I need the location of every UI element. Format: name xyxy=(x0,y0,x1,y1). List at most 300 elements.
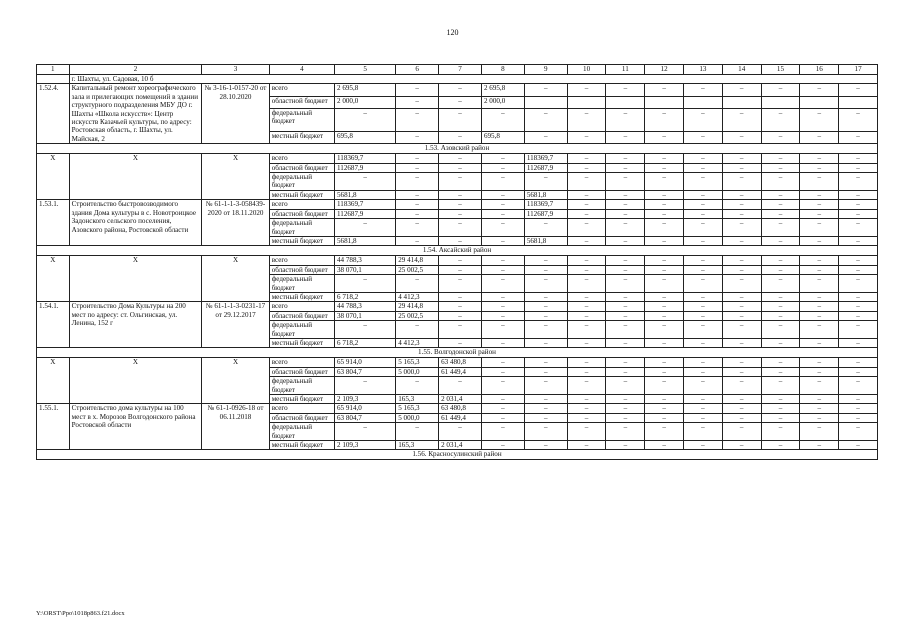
value-cell: – xyxy=(524,302,567,311)
value-cell: – xyxy=(761,256,800,265)
funding-source-label: местный бюджет xyxy=(269,441,334,450)
value-cell: – xyxy=(800,395,839,404)
funding-source-label: федеральный бюджет xyxy=(269,321,334,339)
section-row xyxy=(37,348,878,358)
value-cell: – xyxy=(567,163,606,172)
value-cell: – xyxy=(567,441,606,450)
value-cell: – xyxy=(761,108,800,131)
value-cell: – xyxy=(481,377,524,395)
value-cell: – xyxy=(645,163,684,172)
value-cell: – xyxy=(761,367,800,376)
value-cell: – xyxy=(800,321,839,339)
value-cell: – xyxy=(800,163,839,172)
funding-source-label: федеральный бюджет xyxy=(269,275,334,293)
value-cell: 63 804,7 xyxy=(335,413,396,422)
value-cell: – xyxy=(439,200,482,209)
value-cell: – xyxy=(481,321,524,339)
value-cell: – xyxy=(839,311,878,320)
value-cell: – xyxy=(645,367,684,376)
value-cell: – xyxy=(481,367,524,376)
value-cell: – xyxy=(684,302,723,311)
value-cell: – xyxy=(761,441,800,450)
value-cell: – xyxy=(606,413,645,422)
value-cell: – xyxy=(567,209,606,218)
value-cell: – xyxy=(800,404,839,413)
value-cell: – xyxy=(839,108,878,131)
value-cell: – xyxy=(800,358,839,367)
column-header-9: 9 xyxy=(524,65,567,75)
value-cell: – xyxy=(396,236,439,245)
column-header-15: 15 xyxy=(761,65,800,75)
value-cell: 63 804,7 xyxy=(335,367,396,376)
value-cell: – xyxy=(645,275,684,293)
value-cell: 44 788,3 xyxy=(335,256,396,265)
item-document: № 61-1-0926-18 от 06.11.2018 xyxy=(202,404,269,450)
value-cell: – xyxy=(524,292,567,301)
value-cell: – xyxy=(606,108,645,131)
value-cell: – xyxy=(722,154,761,163)
value-cell: – xyxy=(396,190,439,199)
value-cell: 5681,8 xyxy=(524,236,567,245)
value-cell: 65 914,0 xyxy=(335,404,396,413)
value-cell: – xyxy=(761,236,800,245)
value-cell: 4 412,3 xyxy=(396,292,439,301)
file-path-footer: Y:\ORST\Ppo\1018p863.f21.docx xyxy=(36,610,125,617)
value-cell: – xyxy=(761,302,800,311)
value-cell: – xyxy=(335,173,396,191)
value-cell: – xyxy=(645,154,684,163)
funding-source-label: всего xyxy=(269,256,334,265)
value-cell: – xyxy=(761,190,800,199)
budget-row xyxy=(37,84,878,96)
value-cell: – xyxy=(439,190,482,199)
value-cell: 6 718,2 xyxy=(335,338,396,347)
value-cell: – xyxy=(606,84,645,96)
item-number: 1.53.1. xyxy=(37,200,70,246)
value-cell: 112687,9 xyxy=(335,209,396,218)
value-cell: 112687,9 xyxy=(524,163,567,172)
value-cell: – xyxy=(335,321,396,339)
value-cell: – xyxy=(722,219,761,237)
value-cell: – xyxy=(606,163,645,172)
value-cell: – xyxy=(606,395,645,404)
value-cell: – xyxy=(481,108,524,131)
value-cell: 165,3 xyxy=(396,395,439,404)
value-cell: – xyxy=(396,96,439,108)
value-cell: – xyxy=(396,84,439,96)
value-cell: – xyxy=(524,377,567,395)
value-cell: – xyxy=(396,154,439,163)
item-name: Х xyxy=(69,154,202,200)
value-cell: – xyxy=(645,84,684,96)
value-cell: – xyxy=(800,236,839,245)
budget-row xyxy=(37,256,878,265)
funding-source-label: всего xyxy=(269,358,334,367)
value-cell: – xyxy=(396,173,439,191)
value-cell: – xyxy=(567,395,606,404)
value-cell: – xyxy=(722,132,761,144)
value-cell: – xyxy=(567,84,606,96)
value-cell: – xyxy=(481,302,524,311)
value-cell: 25 002,5 xyxy=(396,265,439,274)
value-cell: – xyxy=(606,441,645,450)
value-cell: – xyxy=(606,404,645,413)
section-row xyxy=(37,144,878,154)
value-cell: – xyxy=(839,358,878,367)
value-cell: 6 718,2 xyxy=(335,292,396,301)
value-cell: – xyxy=(761,423,800,441)
value-cell: – xyxy=(761,292,800,301)
value-cell: 5681,8 xyxy=(335,190,396,199)
value-cell: – xyxy=(645,321,684,339)
value-cell: – xyxy=(722,209,761,218)
value-cell: – xyxy=(761,338,800,347)
value-cell: – xyxy=(606,311,645,320)
value-cell xyxy=(606,96,645,108)
value-cell: – xyxy=(606,265,645,274)
value-cell: – xyxy=(722,441,761,450)
value-cell: – xyxy=(524,441,567,450)
value-cell: – xyxy=(839,404,878,413)
budget-row xyxy=(37,404,878,413)
value-cell: – xyxy=(684,84,723,96)
value-cell: – xyxy=(567,132,606,144)
value-cell: – xyxy=(606,275,645,293)
item-number: 1.54.1. xyxy=(37,302,70,348)
value-cell: – xyxy=(684,377,723,395)
value-cell: 61 449,4 xyxy=(439,367,482,376)
value-cell: – xyxy=(839,338,878,347)
column-header-3: 3 xyxy=(202,65,269,75)
value-cell: – xyxy=(839,265,878,274)
value-cell: – xyxy=(606,219,645,237)
value-cell: – xyxy=(722,302,761,311)
budget-row xyxy=(37,302,878,311)
value-cell: – xyxy=(800,423,839,441)
item-document: № 61-1-1-3-058439-2020 от 18.11.2020 xyxy=(202,200,269,246)
value-cell: 5 165,3 xyxy=(396,404,439,413)
value-cell: – xyxy=(481,219,524,237)
value-cell: – xyxy=(684,311,723,320)
value-cell: – xyxy=(839,163,878,172)
funding-source-label: всего xyxy=(269,200,334,209)
value-cell: – xyxy=(481,154,524,163)
item-number: 1.52.4. xyxy=(37,84,70,144)
value-cell: 5681,8 xyxy=(335,236,396,245)
value-cell: – xyxy=(567,423,606,441)
value-cell: – xyxy=(439,377,482,395)
value-cell: – xyxy=(722,377,761,395)
value-cell: – xyxy=(684,292,723,301)
value-cell: – xyxy=(524,338,567,347)
value-cell: 5 000,0 xyxy=(396,367,439,376)
value-cell: – xyxy=(567,311,606,320)
value-cell xyxy=(800,96,839,108)
value-cell: – xyxy=(567,377,606,395)
value-cell: – xyxy=(567,367,606,376)
value-cell: – xyxy=(684,132,723,144)
value-cell: – xyxy=(606,190,645,199)
value-cell: – xyxy=(839,173,878,191)
funding-source-label: федеральный бюджет xyxy=(269,108,334,131)
funding-source-label: федеральный бюджет xyxy=(269,219,334,237)
value-cell: – xyxy=(761,132,800,144)
value-cell: – xyxy=(684,358,723,367)
value-cell xyxy=(684,96,723,108)
value-cell: – xyxy=(524,132,567,144)
value-cell: – xyxy=(439,84,482,96)
item-name: Х xyxy=(69,358,202,404)
value-cell: – xyxy=(481,338,524,347)
value-cell: 2 695,8 xyxy=(335,84,396,96)
value-cell: – xyxy=(606,292,645,301)
value-cell: – xyxy=(524,173,567,191)
value-cell: – xyxy=(684,404,723,413)
value-cell: – xyxy=(645,377,684,395)
value-cell: – xyxy=(800,84,839,96)
value-cell: 118369,7 xyxy=(335,154,396,163)
value-cell: – xyxy=(839,209,878,218)
intro-text: г. Шахты, ул. Садовая, 10 б xyxy=(69,75,877,84)
value-cell: – xyxy=(684,275,723,293)
value-cell: – xyxy=(606,358,645,367)
funding-source-label: местный бюджет xyxy=(269,236,334,245)
value-cell: 165,3 xyxy=(396,441,439,450)
column-header-14: 14 xyxy=(722,65,761,75)
value-cell: – xyxy=(567,321,606,339)
value-cell: – xyxy=(606,338,645,347)
value-cell: – xyxy=(645,338,684,347)
value-cell: – xyxy=(839,413,878,422)
value-cell: – xyxy=(606,200,645,209)
value-cell: – xyxy=(645,358,684,367)
value-cell: – xyxy=(722,265,761,274)
value-cell: – xyxy=(645,265,684,274)
value-cell: – xyxy=(524,423,567,441)
funding-source-label: местный бюджет xyxy=(269,338,334,347)
item-name: Строительство дома культуры на 100 мест в х. Морозов Волгодонского района Ростовской области xyxy=(69,404,202,450)
value-cell: – xyxy=(481,236,524,245)
value-cell: 61 449,4 xyxy=(439,413,482,422)
value-cell: – xyxy=(761,275,800,293)
value-cell: – xyxy=(645,209,684,218)
column-header-11: 11 xyxy=(606,65,645,75)
value-cell: – xyxy=(645,395,684,404)
value-cell: – xyxy=(606,377,645,395)
item-document: № 61-1-1-3-0231-17 от 29.12.2017 xyxy=(202,302,269,348)
value-cell: – xyxy=(722,311,761,320)
value-cell: – xyxy=(524,108,567,131)
intro-row xyxy=(37,75,878,84)
value-cell: – xyxy=(684,219,723,237)
column-header-13: 13 xyxy=(684,65,723,75)
value-cell: – xyxy=(567,236,606,245)
funding-source-label: всего xyxy=(269,302,334,311)
value-cell: – xyxy=(684,423,723,441)
value-cell: – xyxy=(606,154,645,163)
value-cell: – xyxy=(524,311,567,320)
value-cell: 4 412,3 xyxy=(396,338,439,347)
column-header-10: 10 xyxy=(567,65,606,75)
value-cell: – xyxy=(439,163,482,172)
value-cell: – xyxy=(645,132,684,144)
value-cell: – xyxy=(761,200,800,209)
value-cell: – xyxy=(396,132,439,144)
value-cell: – xyxy=(839,236,878,245)
value-cell: – xyxy=(684,154,723,163)
value-cell: – xyxy=(439,275,482,293)
funding-source-label: всего xyxy=(269,154,334,163)
value-cell xyxy=(567,96,606,108)
value-cell: – xyxy=(645,108,684,131)
value-cell: – xyxy=(567,256,606,265)
column-header-16: 16 xyxy=(800,65,839,75)
section-title: 1.55. Волгодонской район xyxy=(37,348,878,358)
value-cell: – xyxy=(800,132,839,144)
value-cell: – xyxy=(481,404,524,413)
value-cell: – xyxy=(567,358,606,367)
value-cell: – xyxy=(524,358,567,367)
item-document: Х xyxy=(202,256,269,302)
budget-row xyxy=(37,154,878,163)
value-cell: – xyxy=(439,423,482,441)
value-cell xyxy=(722,96,761,108)
value-cell: – xyxy=(606,132,645,144)
value-cell: – xyxy=(481,256,524,265)
value-cell: – xyxy=(567,219,606,237)
value-cell: – xyxy=(606,367,645,376)
value-cell xyxy=(645,96,684,108)
value-cell: – xyxy=(396,163,439,172)
value-cell: – xyxy=(839,200,878,209)
value-cell: – xyxy=(684,338,723,347)
funding-source-label: местный бюджет xyxy=(269,395,334,404)
value-cell: – xyxy=(439,256,482,265)
value-cell: – xyxy=(684,163,723,172)
value-cell: – xyxy=(839,441,878,450)
value-cell: 695,8 xyxy=(481,132,524,144)
value-cell: – xyxy=(439,132,482,144)
value-cell: – xyxy=(481,200,524,209)
value-cell: – xyxy=(645,413,684,422)
value-cell: 63 480,8 xyxy=(439,358,482,367)
value-cell: – xyxy=(684,413,723,422)
value-cell: – xyxy=(684,190,723,199)
value-cell: – xyxy=(722,236,761,245)
section-title: 1.56. Красносулинский район xyxy=(37,450,878,460)
value-cell: – xyxy=(722,338,761,347)
value-cell: – xyxy=(481,441,524,450)
funding-source-label: областной бюджет xyxy=(269,96,334,108)
value-cell: – xyxy=(761,311,800,320)
value-cell: – xyxy=(684,173,723,191)
budget-table xyxy=(36,64,878,460)
value-cell: – xyxy=(567,413,606,422)
value-cell: – xyxy=(722,256,761,265)
value-cell: – xyxy=(684,395,723,404)
funding-source-label: областной бюджет xyxy=(269,413,334,422)
value-cell: – xyxy=(606,302,645,311)
value-cell: – xyxy=(481,190,524,199)
column-header-12: 12 xyxy=(645,65,684,75)
funding-source-label: федеральный бюджет xyxy=(269,377,334,395)
value-cell: 118369,7 xyxy=(335,200,396,209)
value-cell: – xyxy=(761,404,800,413)
value-cell: – xyxy=(645,292,684,301)
value-cell: – xyxy=(567,302,606,311)
value-cell: – xyxy=(606,256,645,265)
value-cell: – xyxy=(567,265,606,274)
section-title: 1.53. Азовский район xyxy=(37,144,878,154)
value-cell xyxy=(761,96,800,108)
value-cell: – xyxy=(481,275,524,293)
value-cell: 112687,9 xyxy=(524,209,567,218)
value-cell: – xyxy=(684,256,723,265)
value-cell: 38 070,1 xyxy=(335,265,396,274)
value-cell: 25 002,5 xyxy=(396,311,439,320)
value-cell: – xyxy=(800,311,839,320)
value-cell: – xyxy=(722,413,761,422)
value-cell: – xyxy=(645,173,684,191)
value-cell: – xyxy=(567,292,606,301)
value-cell: – xyxy=(524,84,567,96)
value-cell: – xyxy=(396,108,439,131)
value-cell: – xyxy=(839,275,878,293)
value-cell: 2 000,0 xyxy=(481,96,524,108)
value-cell: – xyxy=(645,256,684,265)
value-cell: – xyxy=(722,200,761,209)
value-cell: – xyxy=(839,84,878,96)
value-cell: – xyxy=(684,209,723,218)
value-cell: – xyxy=(524,395,567,404)
value-cell: 2 031,4 xyxy=(439,395,482,404)
value-cell: – xyxy=(335,108,396,131)
funding-source-label: федеральный бюджет xyxy=(269,423,334,441)
value-cell: – xyxy=(839,132,878,144)
value-cell: – xyxy=(839,154,878,163)
value-cell: – xyxy=(761,265,800,274)
item-document: № 3-16-1-0157-20 от 28.10.2020 xyxy=(202,84,269,144)
value-cell: – xyxy=(722,84,761,96)
value-cell: 695,8 xyxy=(335,132,396,144)
value-cell: – xyxy=(839,377,878,395)
column-header-7: 7 xyxy=(439,65,482,75)
value-cell: – xyxy=(839,423,878,441)
value-cell: 2 031,4 xyxy=(439,441,482,450)
value-cell: – xyxy=(645,219,684,237)
value-cell: – xyxy=(645,441,684,450)
column-header-6: 6 xyxy=(396,65,439,75)
column-header-2: 2 xyxy=(69,65,202,75)
value-cell: – xyxy=(800,367,839,376)
page-number: 120 xyxy=(446,28,459,37)
value-cell: – xyxy=(800,265,839,274)
funding-source-label: областной бюджет xyxy=(269,209,334,218)
value-cell: – xyxy=(839,395,878,404)
value-cell: – xyxy=(335,219,396,237)
item-number: 1.55.1. xyxy=(37,404,70,450)
value-cell: 118369,7 xyxy=(524,200,567,209)
funding-source-label: областной бюджет xyxy=(269,265,334,274)
value-cell: – xyxy=(606,236,645,245)
value-cell: – xyxy=(761,209,800,218)
value-cell: – xyxy=(722,358,761,367)
value-cell: 63 480,8 xyxy=(439,404,482,413)
item-number: Х xyxy=(37,154,70,200)
intro-empty-cell xyxy=(37,75,70,84)
value-cell: – xyxy=(645,190,684,199)
value-cell: 29 414,8 xyxy=(396,256,439,265)
